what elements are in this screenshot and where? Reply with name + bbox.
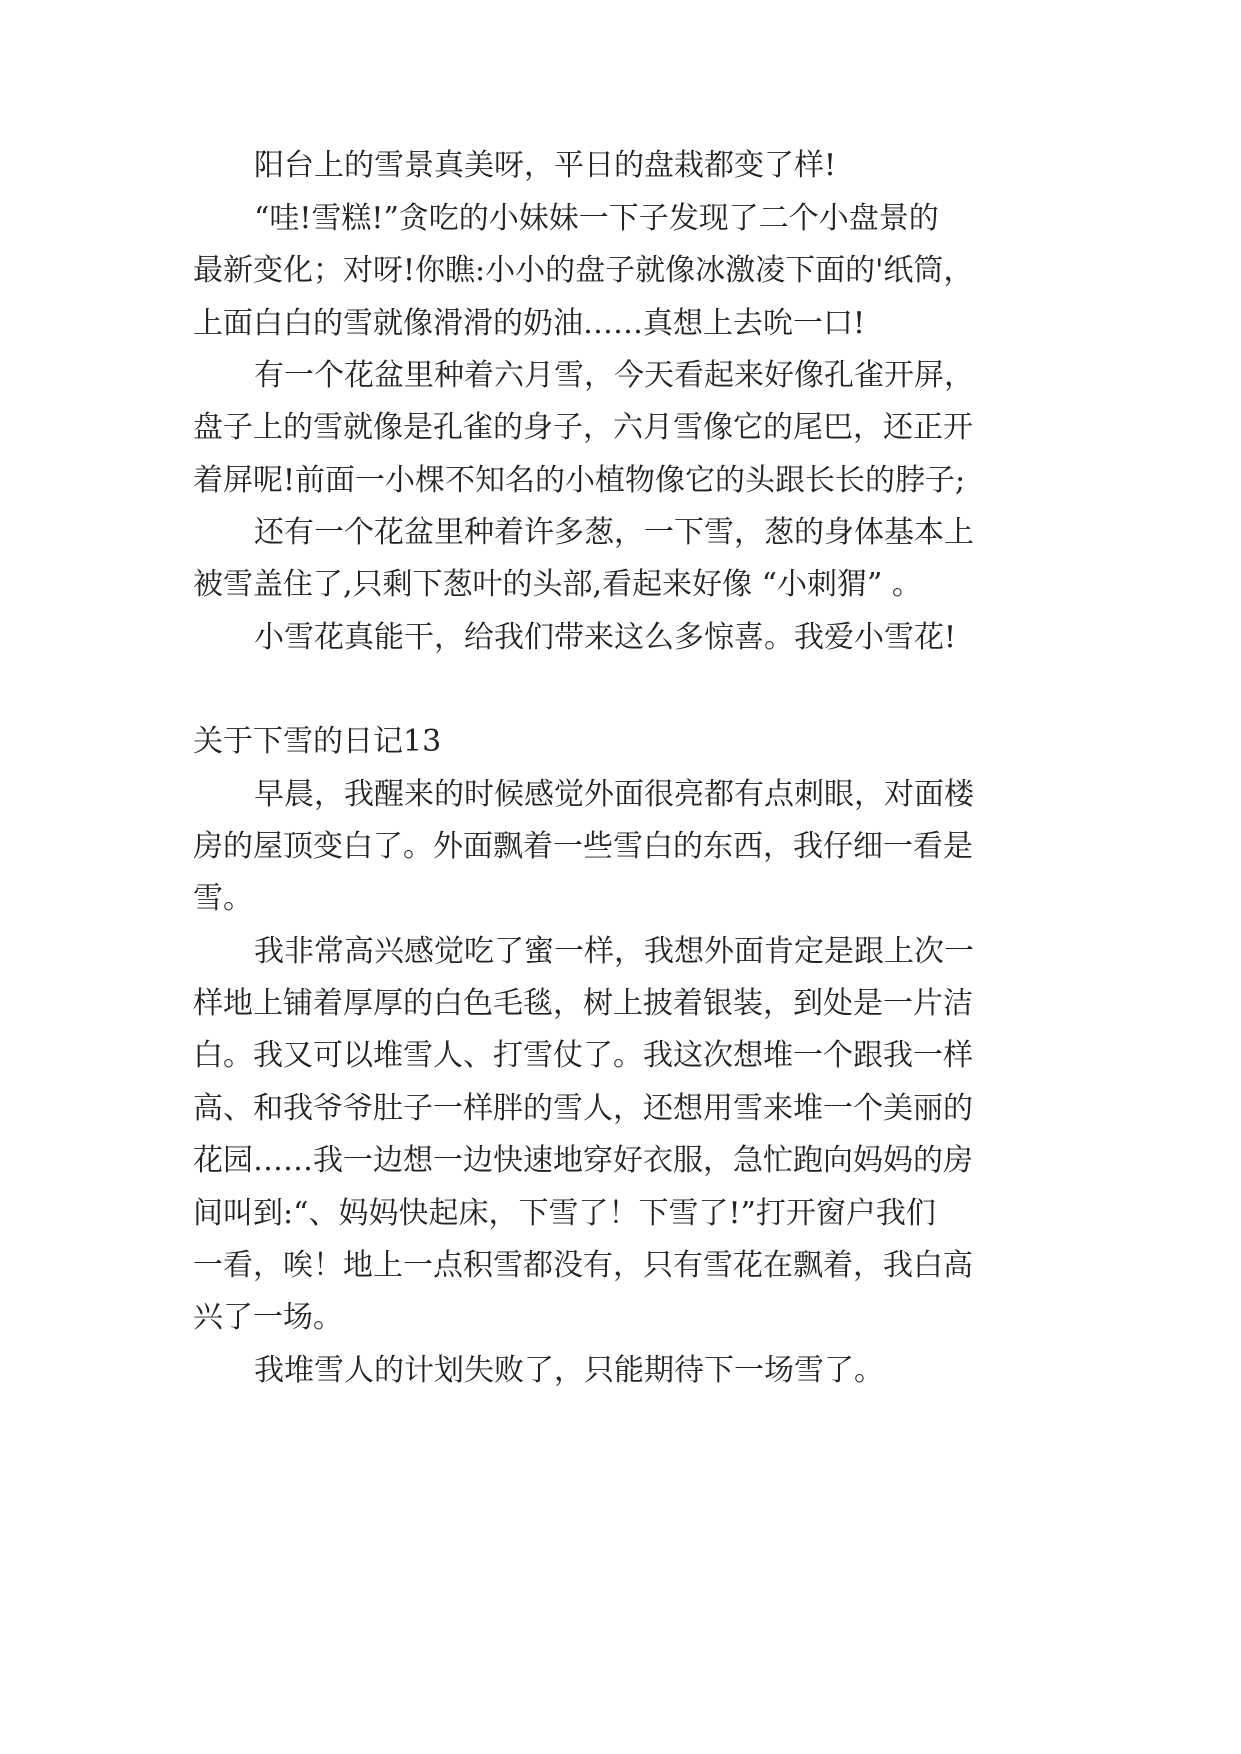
- paragraph-line: 最新变化；对呀!你瞧:小小的盘子就像冰激凌下面的'纸筒，: [193, 253, 974, 288]
- paragraph-line: 白。我又可以堆雪人、打雪仗了。我这次想堆一个跟我一样: [193, 1038, 973, 1073]
- paragraph-line: 一看，唉！地上一点积雪都没有，只有雪花在飘着，我白高: [193, 1248, 973, 1283]
- paragraph-line: 花园……我一边想一边快速地穿好衣服，急忙跑向妈妈的房: [193, 1143, 973, 1178]
- paragraph-line: 我堆雪人的计划失败了，只能期待下一场雪了。: [254, 1353, 884, 1388]
- paragraph-line: 早晨，我醒来的时候感觉外面很亮都有点刺眼，对面楼: [254, 777, 974, 812]
- paragraph-line: 有一个花盆里种着六月雪，今天看起来好像孔雀开屏，: [254, 358, 974, 393]
- paragraph-line: 被雪盖住了,只剩下葱叶的头部,看起来好像 “小刺猬” 。: [193, 567, 922, 602]
- paragraph-line: 兴了一场。: [193, 1300, 343, 1335]
- paragraph-line: 我非常高兴感觉吃了蜜一样，我想外面肯定是跟上次一: [254, 934, 974, 969]
- paragraph-line: 样地上铺着厚厚的白色毛毯，树上披着银装，到处是一片洁: [193, 986, 973, 1021]
- paragraph-line: 着屏呢!前面一小棵不知名的小植物像它的头跟长长的脖子;: [193, 463, 966, 498]
- paragraph-line: 小雪花真能干，给我们带来这么多惊喜。我爱小雪花!: [254, 620, 957, 655]
- paragraph-line: 房的屋顶变白了。外面飘着一些雪白的东西，我仔细一看是: [193, 829, 973, 864]
- paragraph-line: 阳台上的雪景真美呀，平日的盘栽都变了样!: [254, 148, 837, 183]
- paragraph-line: 雪。: [193, 881, 253, 916]
- paragraph-line: 上面白白的雪就像滑滑的奶油……真想上去吮一口!: [193, 306, 866, 341]
- paragraph-line: 还有一个花盆里种着许多葱，一下雪，葱的身体基本上: [254, 515, 974, 550]
- paragraph-line: 间叫到:“、妈妈快起床，下雪了！下雪了!”打开窗户我们: [193, 1196, 936, 1231]
- section-heading: 关于下雪的日记13: [193, 724, 442, 759]
- paragraph-line: 盘子上的雪就像是孔雀的身子，六月雪像它的尾巴，还正开: [193, 410, 973, 445]
- paragraph-line: “哇!雪糕!”贪吃的小妹妹一下子发现了二个小盘景的: [254, 201, 939, 236]
- paragraph-line: 高、和我爷爷肚子一样胖的雪人，还想用雪来堆一个美丽的: [193, 1091, 973, 1126]
